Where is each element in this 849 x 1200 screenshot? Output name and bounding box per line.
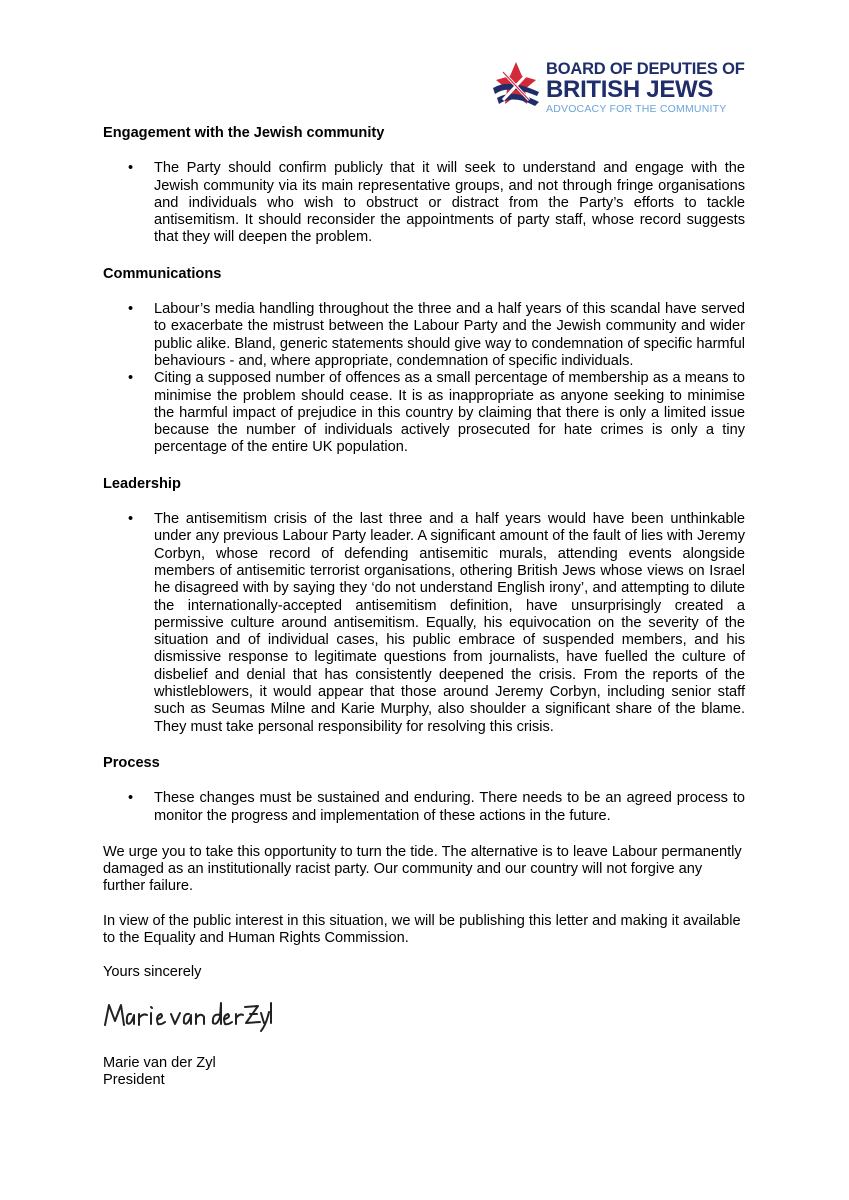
- star-emblem-icon: [489, 58, 543, 112]
- logo-line-1: BOARD OF DEPUTIES OF: [546, 60, 745, 78]
- salutation: Yours sincerely: [103, 964, 202, 981]
- signatory-title: President: [103, 1071, 165, 1088]
- handwritten-signature: [103, 999, 745, 1047]
- organisation-logo: [489, 56, 745, 118]
- section-heading: Communications: [103, 265, 222, 282]
- section-heading: Leadership: [103, 475, 181, 492]
- closing-paragraph: In view of the public interest in this situation, we will be publishing this letter and making it available to the Equality and Human Rights Commission.: [103, 912, 741, 946]
- letter-body: [103, 125, 745, 1089]
- bullet-list: [103, 160, 745, 246]
- logo-line-2: BRITISH JEWS: [546, 76, 714, 103]
- bullet-list: [103, 301, 745, 457]
- bullet-item: • Labour’s media handling throughout the three and a half years of this scandal have served to exacerbate the mistrust between the Labour Party and the Jewish community and wider public alike. Bland, generic statements should give way to condemnation of specific harmful behaviours - and, where appropriate, condemnation of specific individuals.: [103, 301, 745, 370]
- bullet-item: • These changes must be sustained and enduring. There needs to be an agreed process to monitor the progress and implementation of these actions in the future.: [103, 790, 745, 825]
- logo-tagline: ADVOCACY FOR THE COMMUNITY: [546, 103, 727, 115]
- bullet-list: [103, 790, 745, 825]
- section-heading: Process: [103, 754, 160, 771]
- bullet-item: • Citing a supposed number of offences as a small percentage of membership as a means to minimise the problem should cease. It is as inappropriate as anyone seeking to minimise the harmful impact of prejudice in this country by claiming that there is only a limited issue because the number of individuals actively prosecuted for hate crimes is only a tiny percentage of the entire UK population.: [103, 370, 745, 456]
- signatory-name: Marie van der Zyl: [103, 1054, 216, 1071]
- section-heading: Engagement with the Jewish community: [103, 125, 385, 141]
- bullet-item: • The antisemitism crisis of the last three and a half years would have been unthinkable under any previous Labour Party leader. A significant amount of the fault of lies with Jeremy Corbyn, whose record of defending antisemitic murals, attending events alongside members of antisemitic terrorist organisations, othering British Jews whose views on Israel he disagreed with by saying they ‘do not understand English irony’, and attempting to dilute the internationally-accepted antisemitism definition, have unsurprisingly created a permissive culture around antisemitism. Equally, his equivocation on the severity of the situation and of individual cases, his public embrace of suspended members, and his dismissive response to legitimate questions from journalists, have fuelled the culture of disbelief and denial that has consistently deepened the crisis. From the reports of the whistleblowers, it would appear that those around Jeremy Corbyn, including senior staff such as Seumas Milne and Karie Murphy, also shoulder a significant share of the blame. They must take personal responsibility for resolving this crisis.: [103, 511, 745, 736]
- bullet-item: • The Party should confirm publicly that it will seek to understand and engage with the Jewish community via its main representative groups, and not through fringe organisations and individuals who wish to obstruct or distract from the Party’s efforts to tackle antisemitism. It should reconsider the appointments of party staff, whose record suggests that they will deepen the problem.: [103, 160, 745, 246]
- bullet-list: [103, 511, 745, 736]
- closing-paragraph: We urge you to take this opportunity to turn the tide. The alternative is to leave Labour permanently damaged as an institutionally racist party. Our community and our country will not forgive any further failure.: [103, 843, 742, 895]
